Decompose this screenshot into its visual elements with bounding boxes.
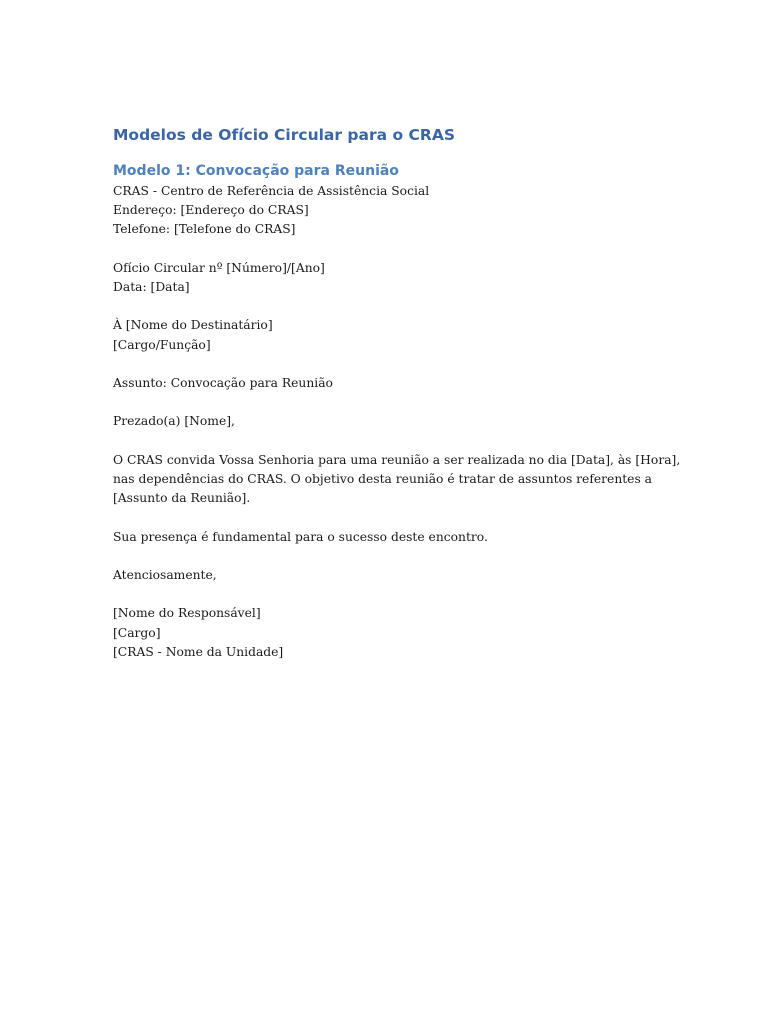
circular-number-line: Ofício Circular nº [Número]/[Ano] (113, 260, 325, 275)
section-title: Modelo 1: Convocação para Reunião (113, 163, 399, 179)
body-line: nas dependências do CRAS. O objetivo desta reunião é tratar de assuntos referentes a (113, 471, 653, 486)
signature-role-line: [Cargo] (113, 625, 161, 640)
closing (113, 566, 653, 585)
closing-text: Atenciosamente, (113, 567, 217, 582)
sender-address-line: Endereço: [Endereço do CRAS] (113, 203, 309, 218)
date-line: Data: [Data] (113, 280, 190, 294)
signature-name-line: [Nome do Responsável] (113, 606, 261, 621)
body-line: O CRAS convida Vossa Senhoria para uma reunião a ser realizada no dia [Data], às [Hora], (113, 452, 681, 467)
recipient-role-line: [Cargo/Função] (113, 337, 211, 352)
salutation (113, 412, 653, 431)
recipient-block (113, 316, 653, 354)
signature-block (113, 604, 653, 662)
subject-text: Assunto: Convocação para Reunião (113, 375, 333, 390)
body-line: [Assunto da Reunião]. (113, 491, 251, 506)
sender-header (113, 182, 653, 240)
document-content (113, 124, 681, 681)
salutation-text: Prezado(a) [Nome], (113, 414, 235, 429)
sender-phone-line: Telefone: [Telefone do CRAS] (113, 222, 296, 237)
document-reference (113, 259, 653, 297)
sender-name-line: CRAS - Centro de Referência de Assistência Social (113, 184, 430, 198)
document-title: Modelos de Ofício Circular para o CRAS (113, 126, 455, 144)
recipient-name-line: À [Nome do Destinatário] (113, 318, 273, 333)
closing-statement (113, 528, 653, 547)
subject-line (113, 374, 653, 393)
body-paragraph (113, 451, 681, 509)
closing-statement-text: Sua presença é fundamental para o sucesso deste encontro. (113, 529, 488, 544)
signature-unit-line: [CRAS - Nome da Unidade] (113, 644, 284, 659)
